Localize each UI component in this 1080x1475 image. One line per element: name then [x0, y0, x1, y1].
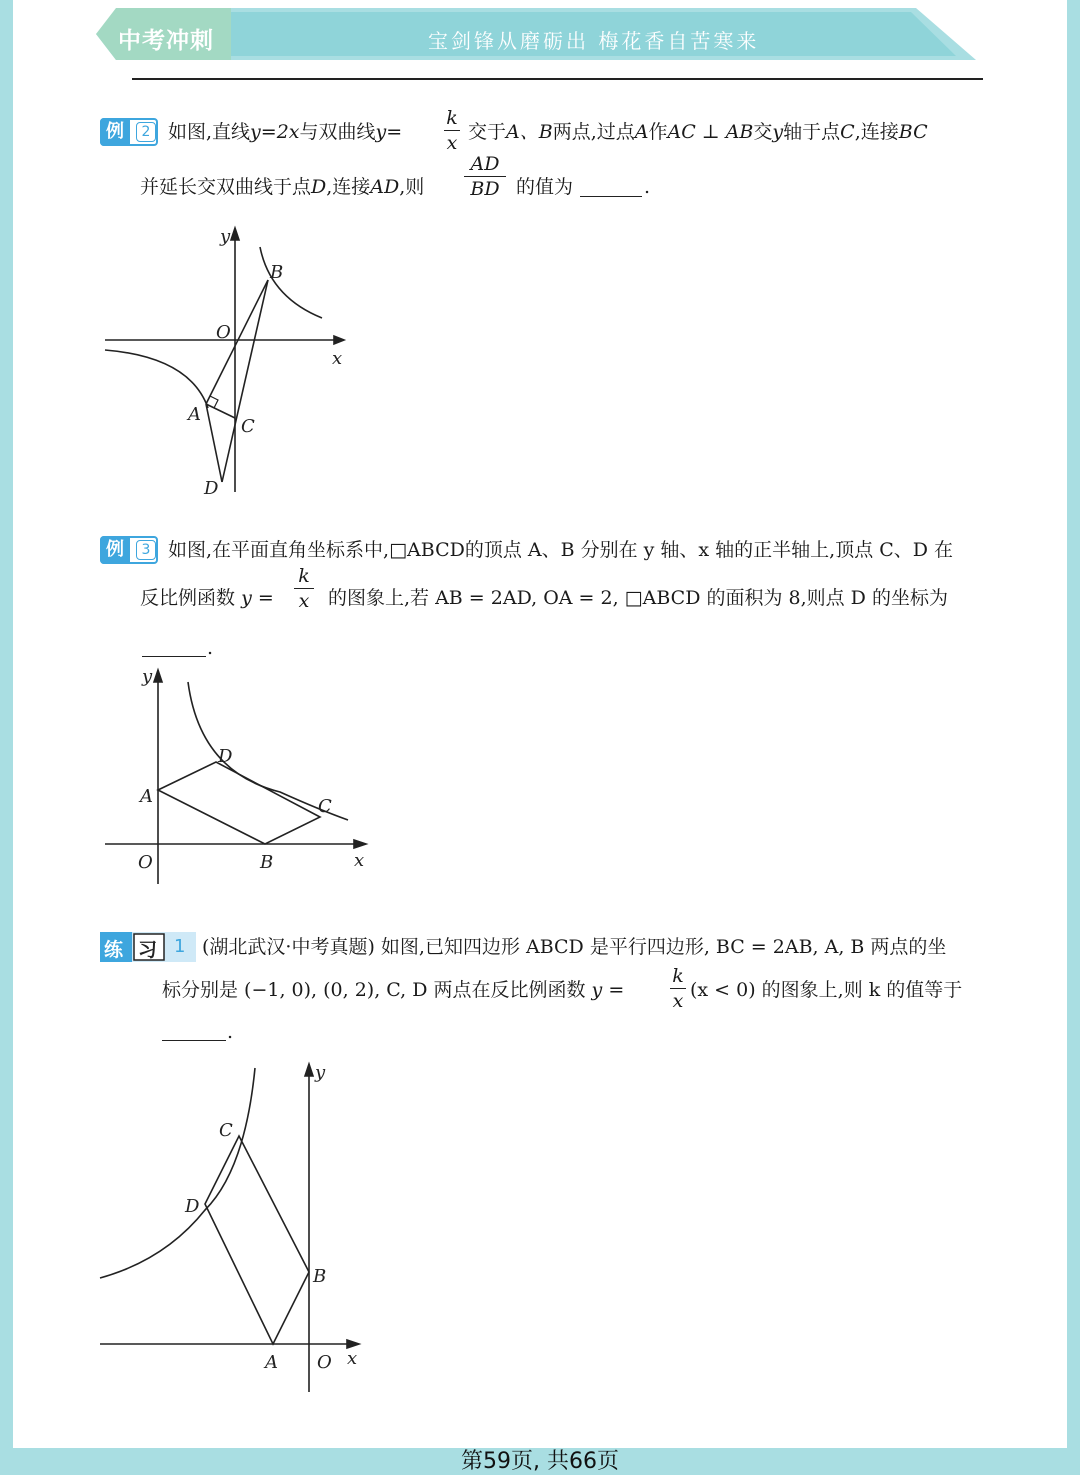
fig3-parallelogram: [205, 1136, 309, 1344]
fig1-label-y: y: [220, 226, 231, 247]
example3-badge: [100, 536, 158, 564]
example2-frac: k x: [444, 108, 460, 153]
header-motto: 宝剑锋从磨砺出 梅花香自苦寒来: [428, 29, 760, 53]
example2-end: .: [644, 176, 651, 198]
fig3-label-y: y: [315, 1062, 326, 1083]
fig1-label-A: A: [188, 404, 201, 425]
example2-line2: 并延长交双曲线于点D,连接AD,则: [140, 176, 425, 198]
fig3-label-A: A: [265, 1352, 278, 1373]
fig2-label-D: D: [218, 746, 233, 767]
example3-frac: k x: [294, 566, 314, 611]
practice1-badge-num: 1: [174, 936, 186, 957]
fig3-label-x: x: [347, 1348, 358, 1369]
practice1-end: .: [227, 1021, 234, 1043]
example3-figure: [100, 662, 380, 892]
fig3-label-C: C: [219, 1120, 233, 1141]
practice1-line1: (湖北武汉·中考真题) 如图,已知四边形 ABCD 是平行四边形, BC = 2AB, A, B 两点的坐: [202, 936, 947, 958]
fig1-x-arrow: [334, 336, 344, 344]
fig3-y-arrow: [305, 1064, 313, 1076]
fig1-label-x: x: [332, 348, 343, 369]
fig2-label-x: x: [354, 850, 365, 871]
example2-answer-blank: [580, 196, 642, 197]
example2-badge-char: 例: [100, 118, 130, 146]
example3-line1: 如图,在平面直角坐标系中,□ABCD的顶点 A、B 分别在 y 轴、x 轴的正半轴上,顶点 C、D 在: [168, 539, 954, 561]
page-counter: 第59页, 共66页: [461, 1449, 619, 1474]
fig1-line-AC: [206, 404, 235, 418]
fig1-hyperbola-left: [105, 350, 208, 408]
example3-badge-char: 例: [100, 536, 130, 564]
header-tag: 中考冲刺: [118, 28, 214, 54]
example2-ratio: AD BD: [464, 154, 506, 199]
example2-badge: [100, 118, 158, 146]
practice1-figure: [95, 1060, 375, 1400]
fig2-x-arrow: [354, 840, 366, 848]
fig2-label-y: y: [142, 666, 153, 687]
fig1-line-AD: [206, 404, 222, 482]
fig1-line-BD: [222, 280, 268, 482]
fig2-label-C: C: [318, 796, 332, 817]
fig3-label-D: D: [185, 1196, 200, 1217]
example2-figure: [100, 222, 360, 502]
fig3-x-arrow: [347, 1340, 359, 1348]
practice1-badge-char1: 练: [104, 939, 124, 961]
example2-line1: 如图,直线y=2x与双曲线y=: [168, 121, 403, 143]
practice1-line2: 标分别是 (−1, 0), (0, 2), C, D 两点在反比例函数 y =: [162, 979, 625, 1001]
practice1-badge-char2: 习: [138, 939, 158, 961]
fig3-label-O: O: [317, 1352, 332, 1373]
practice1-frac: k x: [670, 966, 686, 1011]
fig1-label-B: B: [270, 262, 284, 283]
fig3-label-B: B: [313, 1266, 327, 1287]
fig2-label-B: B: [260, 852, 274, 873]
example2-line1-rest: 交于A、B两点,过点A作AC ⊥ AB交y轴于点C,连接BC: [468, 121, 928, 143]
example2-line2-rest: 的值为: [516, 176, 574, 198]
fig1-y-arrow: [231, 228, 239, 240]
example2-badge-num: 2: [136, 122, 156, 142]
fig1-label-O: O: [216, 322, 231, 343]
example3-line2-rest: 的图象上,若 AB = 2AD, OA = 2, □ABCD 的面积为 8,则点 D 的坐标为: [328, 587, 948, 609]
example3-end: .: [207, 637, 214, 659]
practice1-line2-rest: (x < 0) 的图象上,则 k 的值等于: [690, 979, 963, 1001]
example3-badge-num: 3: [136, 540, 156, 560]
practice1-badge: [100, 932, 196, 962]
practice1-answer-blank: [162, 1040, 226, 1041]
fig2-y-arrow: [154, 670, 162, 682]
fig3-hyperbola: [100, 1068, 255, 1278]
example3-answer-blank: [142, 656, 206, 657]
fig1-label-D: D: [204, 478, 219, 499]
fig2-label-A: A: [140, 786, 153, 807]
fig1-label-C: C: [241, 416, 255, 437]
fig2-parallelogram: [158, 762, 320, 844]
header-rule: [132, 78, 983, 80]
example3-line2: 反比例函数 y =: [140, 587, 274, 609]
fig2-label-O: O: [138, 852, 153, 873]
